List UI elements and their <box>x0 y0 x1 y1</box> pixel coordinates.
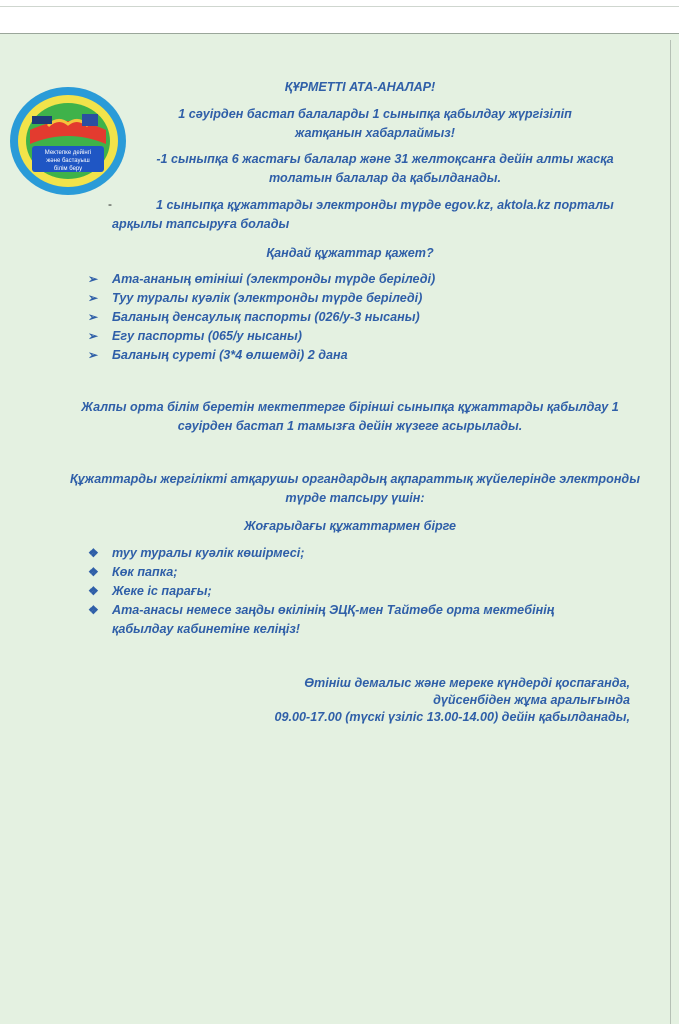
diamond-bullet-icon: ❖ <box>88 584 99 598</box>
age-note: -1 сыныпқа 6 жастағы балалар және 31 желтоқсанға дейін алты жасқа толатын балалар да қабылданады. <box>156 152 614 185</box>
graduation-cap-icon <box>32 116 52 124</box>
docs-list <box>88 270 568 365</box>
extra-docs-list <box>88 544 598 639</box>
page-edge <box>670 40 671 1024</box>
logo-text-line: білім беру <box>53 166 83 172</box>
list-item-text: Көк папка; <box>112 565 178 579</box>
top-rule <box>0 33 679 34</box>
school-logo <box>8 86 128 196</box>
diamond-bullet-icon: ❖ <box>88 565 99 579</box>
with-docs-heading: Жоғарыдағы құжаттармен бірге <box>243 519 457 533</box>
logo-text-line: Мектепке дейінгі <box>44 150 92 156</box>
arrow-bullet-icon: ➢ <box>88 329 99 343</box>
schedule-line-1: Өтініш демалыс және мереке күндерді қоспағанда, <box>304 676 630 690</box>
list-item <box>88 289 568 308</box>
list-item-text: Ата-анасы немесе заңды өкілінің ЭЦҚ-мен Тайтөбе орта мектебінің қабылдау кабинетіне келіңіз! <box>112 603 555 636</box>
list-item-text: Туу туралы куәлік (электронды түрде беріледі) <box>112 291 423 305</box>
list-item <box>88 327 568 346</box>
diamond-bullet-icon: ❖ <box>88 546 99 560</box>
portal-note: 1 сыныпқа құжаттарды электронды түрде egov.kz, aktola.kz порталы арқылы тапсыруға болады <box>112 198 614 231</box>
dash-marker: - <box>108 197 112 211</box>
list-item-text: Баланың денсаулық паспорты (026/у-3 нысаны) <box>112 310 420 324</box>
list-item <box>88 544 598 563</box>
top-strip <box>0 0 679 34</box>
docs-heading: Қандай құжаттар қажет? <box>266 246 434 260</box>
period-note: Жалпы орта білім беретін мектептерге бірінші сыныпқа құжаттарды қабылдау 1 сәуірден бастап 1 тамызға дейін жүзеге асырылады. <box>81 400 619 433</box>
list-item <box>88 308 568 327</box>
list-item-text: Ата-ананың өтініші (электронды түрде беріледі) <box>112 272 436 286</box>
list-item <box>88 346 568 365</box>
top-line <box>0 6 679 7</box>
schedule-line-3: 09.00-17.00 (түскі үзіліс 13.00-14.00) дейін қабылданады, <box>274 710 630 724</box>
arrow-bullet-icon: ➢ <box>88 310 99 324</box>
list-item-text: туу туралы куәлік көшірмесі; <box>112 546 305 560</box>
logo-text-line: және бастауыш <box>46 158 90 164</box>
diamond-bullet-icon: ❖ <box>88 603 99 617</box>
list-item <box>88 563 598 582</box>
list-item <box>88 582 598 601</box>
list-item <box>88 601 598 639</box>
list-item-text: Жеке іс парағы; <box>112 584 212 598</box>
list-item <box>88 270 568 289</box>
arrow-bullet-icon: ➢ <box>88 272 99 286</box>
schedule-line-2: дүйсенбіден жұма аралығында <box>433 693 630 707</box>
arrow-bullet-icon: ➢ <box>88 291 99 305</box>
list-item-text: Баланың суреті (3*4 өлшемді) 2 дана <box>112 348 348 362</box>
intro-text: 1 сәуірден бастап балаларды 1 сыныпқа қабылдау жүргізіліп жатқанын хабарлаймыз! <box>178 107 572 140</box>
page-title: ҚҰРМЕТТІ АТА-АНАЛАР! <box>284 80 436 94</box>
list-item-text: Егу паспорты (065/у нысаны) <box>112 329 302 343</box>
book-icon <box>82 114 98 126</box>
electronic-note: Құжаттарды жергілікті атқарушы органдардың ақпараттық жүйелерінде электронды түрде тапсыру үшін: <box>70 472 640 505</box>
arrow-bullet-icon: ➢ <box>88 348 99 362</box>
